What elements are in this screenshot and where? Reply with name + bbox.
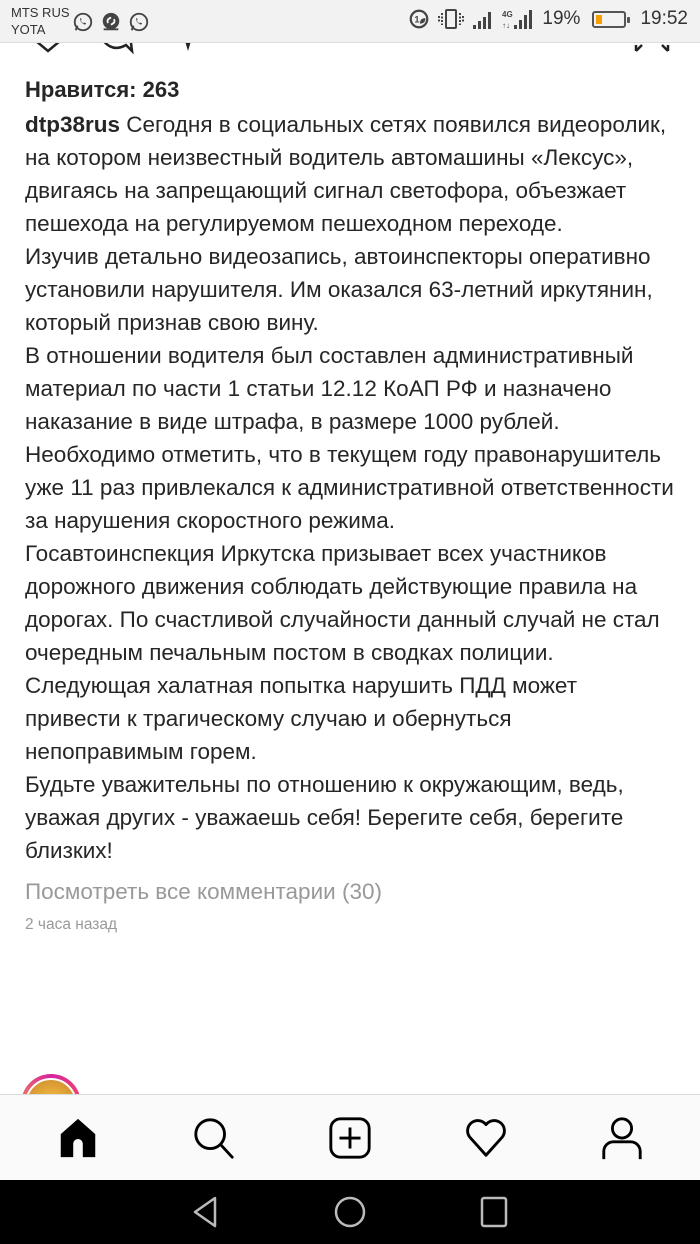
recents-button[interactable] <box>472 1190 516 1234</box>
svg-text:4G: 4G <box>502 10 514 19</box>
battery-icon <box>592 11 626 28</box>
tab-new-post[interactable] <box>315 1103 385 1173</box>
username-link[interactable]: dtp38rus <box>25 112 121 137</box>
tab-activity[interactable] <box>451 1103 521 1173</box>
caption-paragraph: В отношении водителя был составлен административный материал по части 1 статьи 12.12 КоАП РФ и назначено наказание в виде штрафа, в размере 1000 рублей. Необходимо отметить, что в текущем году правонарушитель уже 11 раз привлекался к административной ответственности за нарушения скоростного режима. <box>25 343 674 533</box>
bottom-tab-bar <box>0 1094 700 1180</box>
carrier-labels <box>11 4 70 38</box>
notification-icons <box>72 11 150 33</box>
search-icon <box>191 1115 237 1161</box>
heart-icon <box>463 1115 509 1161</box>
4g-signal-icon <box>502 8 534 30</box>
signal-icon <box>472 8 494 30</box>
share-icon[interactable] <box>180 43 196 55</box>
post-timestamp: 2 часа назад <box>25 916 118 933</box>
data-saver-icon <box>408 8 430 30</box>
post-caption <box>25 108 675 867</box>
back-icon <box>191 1195 221 1229</box>
post-details <box>25 74 675 936</box>
likes-count[interactable]: Нравится: 263 <box>25 77 180 102</box>
comment-icon[interactable] <box>98 43 138 55</box>
vibrate-icon <box>438 8 464 30</box>
tab-profile[interactable] <box>587 1103 657 1173</box>
status-bar <box>0 0 700 43</box>
whatsapp-icon <box>72 11 94 33</box>
carrier-2: YOTA <box>11 22 46 37</box>
caption-paragraph: Будьте уважительны по отношению к окружающим, ведь, уважая других - уважаешь себя! Берегите себя, берегите близких! <box>25 772 624 863</box>
plus-square-icon <box>327 1115 373 1161</box>
view-all-comments-link[interactable]: Посмотреть все комментарии (30) <box>25 879 382 904</box>
home-button[interactable] <box>328 1190 372 1234</box>
system-navigation-bar <box>0 1180 700 1244</box>
shazam-icon <box>100 11 122 33</box>
svg-text:↑↓: ↑↓ <box>502 21 511 30</box>
save-icon[interactable] <box>632 43 672 55</box>
back-button[interactable] <box>184 1190 228 1234</box>
tab-search[interactable] <box>179 1103 249 1173</box>
clock: 19:52 <box>640 8 688 29</box>
svg-text:1: 1 <box>414 14 420 25</box>
person-icon <box>599 1115 645 1161</box>
whatsapp-icon <box>128 11 150 33</box>
home-icon <box>55 1115 101 1161</box>
system-status <box>408 8 688 30</box>
home-circle-icon <box>333 1195 367 1229</box>
post-action-icons-partial <box>0 43 700 55</box>
caption-paragraph: Изучив детально видеозапись, автоинспекторы оперативно установили нарушителя. Им оказался 63-летний иркутянин, который признав свою вину. <box>25 244 653 335</box>
recents-icon <box>479 1195 509 1229</box>
carrier-1: MTS RUS <box>11 5 70 20</box>
like-icon[interactable] <box>33 43 63 55</box>
caption-paragraph: dtp38rus Сегодня в социальных сетях появился видеоролик, на котором неизвестный водитель автомашины «Лексус», двигаясь на запрещающий сигнал светофора, объезжает пешехода на регулируемом пешеходном переходе. <box>25 112 667 236</box>
tab-home[interactable] <box>43 1103 113 1173</box>
caption-paragraph: Госавтоинспекция Иркутска призывает всех участников дорожного движения соблюдать действующие правила на дорогах. По счастливой случайности данный случай не стал очередным печальным постом в сводках полиции. Следующая халатная попытка нарушить ПДД может привести к трагическому случаю и обернуться непоправимым горем. <box>25 541 660 764</box>
battery-percent: 19% <box>542 8 581 29</box>
